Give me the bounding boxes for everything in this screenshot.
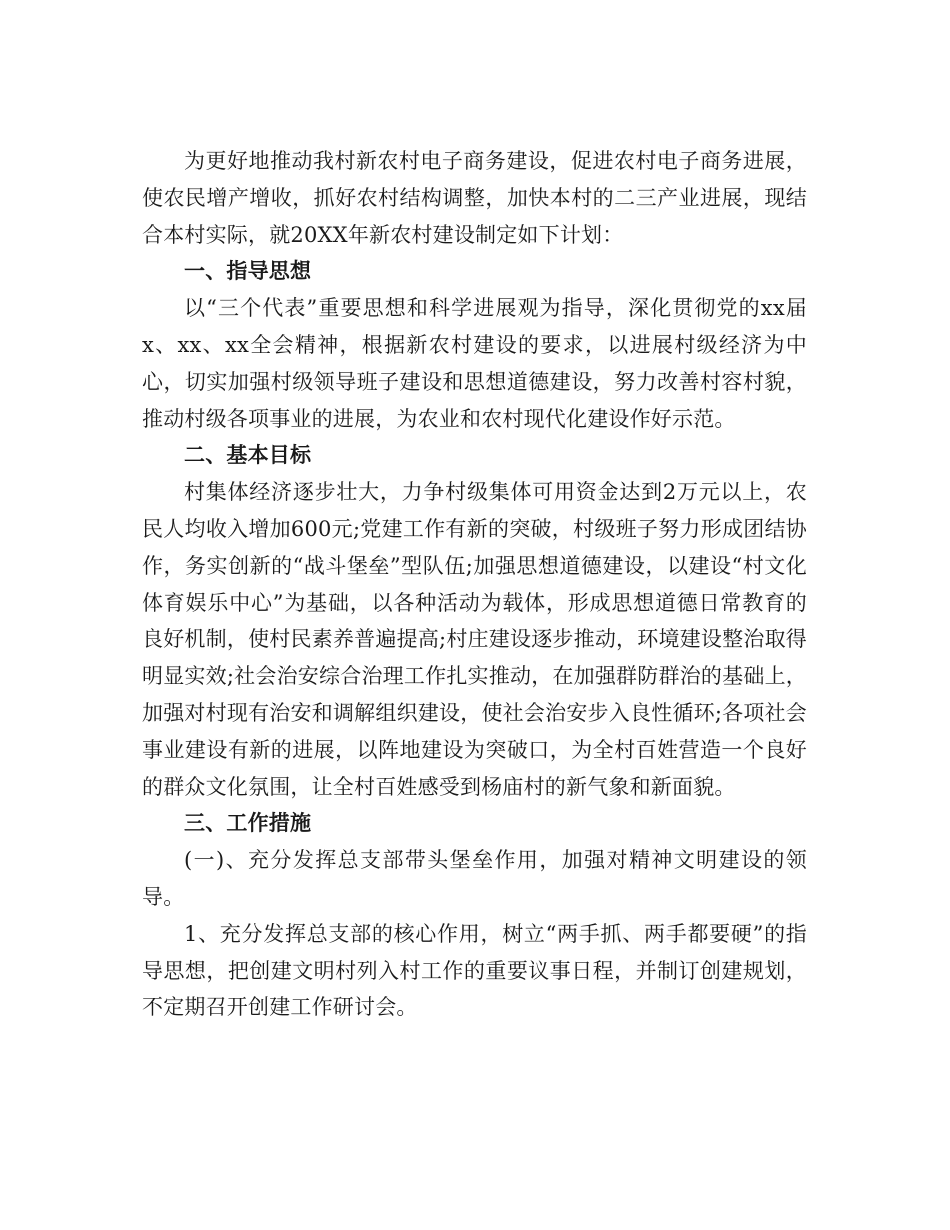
- intro-paragraph: 为更好地推动我村新农村电子商务建设，促进农村电子商务进展，使农民增产增收，抓好农村结构调整，加快本村的二三产业进展，现结合本村实际，就20XX年新农村建设制定如下计划：: [142, 149, 807, 247]
- section-heading-basic-goals: 二、基本目标: [184, 442, 312, 468]
- section-heading-work-measures: 三、工作措施: [184, 810, 312, 836]
- guiding-ideology-paragraph: 以“三个代表”重要思想和科学进展观为指导，深化贯彻党的xx届x、xx、xx全会精神，根据新农村建设的要求，以进展村级经济为中心，切实加强村级领导班子建设和思想道德建设，努力改善村容村貌，推动村级各项事业的进展，为农业和农村现代化建设作好示范。: [142, 296, 807, 431]
- section-heading-guiding-ideology: 一、指导思想: [184, 258, 312, 284]
- basic-goals-paragraph: 村集体经济逐步壮大，力争村级集体可用资金达到2万元以上，农民人均收入增加600元;党建工作有新的突破，村级班子努力形成团结协作，务实创新的“战斗堡垒”型队伍;加强思想道德建设，以建设“村文化体育娱乐中心”为基础，以各种活动为载体，形成思想道德日常教育的良好机制，使村民素养普遍提高;村庄建设逐步推动，环境建设整治取得明显实效;社会治安综合治理工作扎实推动，在加强群防群治的基础上，加强对村现有治安和调解组织建设，使社会治安步入良性循环;各项社会事业建设有新的进展，以阵地建设为突破口，为全村百姓营造一个良好的群众文化氛围，让全村百姓感受到杨庙村的新气象和新面貌。: [142, 480, 807, 799]
- document-page: [142, 143, 807, 1026]
- work-measures-subsection-1: (一)、充分发挥总支部带头堡垒作用，加强对精神文明建设的领导。: [142, 848, 807, 909]
- work-measures-item-1: 1、充分发挥总支部的核心作用，树立“两手抓、两手都要硬”的指导思想，把创建文明村列入村工作的重要议事日程，并制订创建规划，不定期召开创建工作研讨会。: [142, 921, 807, 1020]
